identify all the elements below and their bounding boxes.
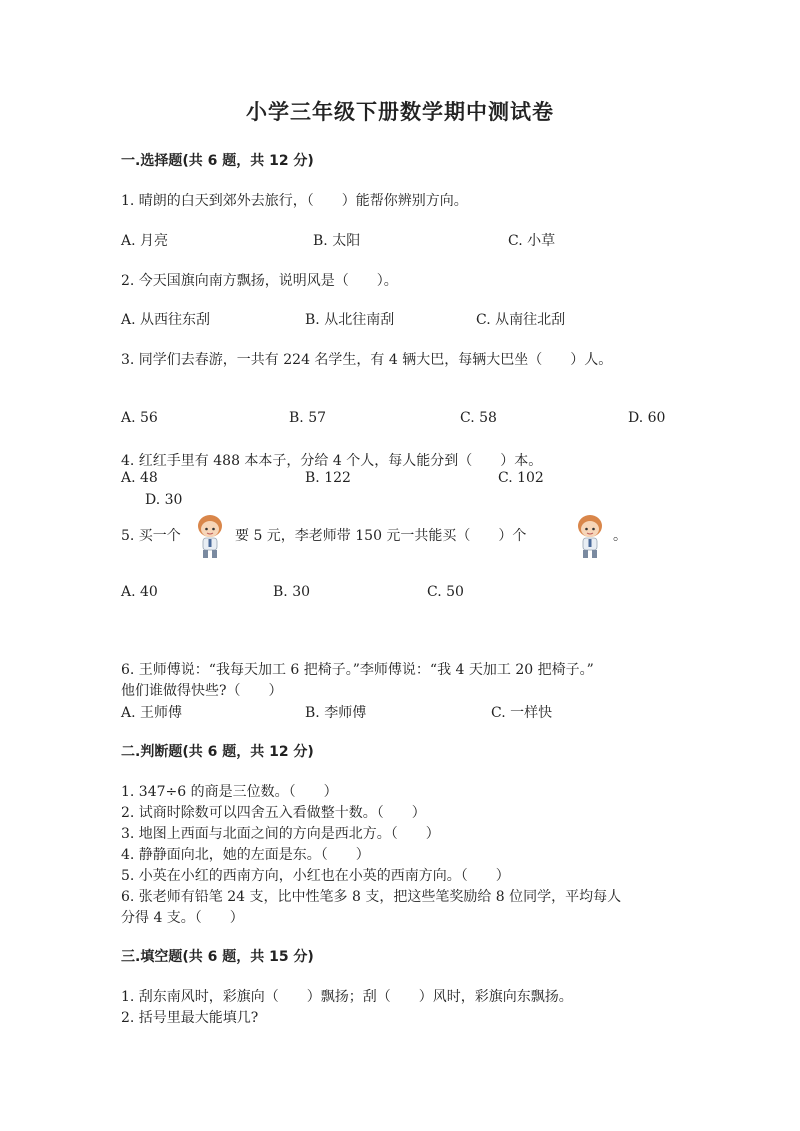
question-1: 1. 晴朗的白天到郊外去旅行，（ ）能帮你辨别方向。 — [121, 193, 468, 209]
judge-item: 3. 地图上西面与北面之间的方向是西北方。（ ） — [121, 826, 440, 842]
q1-option-c: C. 小草 — [508, 233, 556, 249]
judge-item: 5. 小英在小红的西南方向，小红也在小英的西南方向。（ ） — [121, 868, 510, 884]
q1-option-a: A. 月亮 — [121, 233, 169, 249]
question-5-middle: 要 5 元，李老师带 150 元一共能买（ ）个 — [235, 528, 527, 544]
q6-option-b: B. 李师傅 — [305, 705, 367, 721]
q4-option-a: A. 48 — [121, 470, 158, 486]
q4-option-d: D. 30 — [145, 492, 183, 508]
q6-option-a: A. 王师傅 — [121, 705, 183, 721]
section-heading-fill: 三.填空题(共 6 题，共 15 分) — [121, 949, 314, 965]
q2-option-a: A. 从西往东刮 — [121, 312, 211, 328]
q4-option-c: C. 102 — [498, 470, 544, 486]
boy-figure-icon — [570, 512, 610, 560]
section-heading-judge: 二.判断题(共 6 题，共 12 分) — [121, 744, 314, 760]
judge-item: 1. 347÷6 的商是三位数。（ ） — [121, 784, 338, 800]
question-2: 2. 今天国旗向南方飘扬，说明风是（ ）。 — [121, 273, 398, 289]
q2-option-c: C. 从南往北刮 — [476, 312, 566, 328]
q2-option-b: B. 从北往南刮 — [305, 312, 395, 328]
question-5-suffix: 。 — [613, 528, 627, 544]
q1-option-b: B. 太阳 — [313, 233, 361, 249]
fill-item: 2. 括号里最大能填几? — [121, 1010, 259, 1026]
fill-item: 1. 刮东南风时，彩旗向（ ）飘扬；刮（ ）风时，彩旗向东飘扬。 — [121, 989, 573, 1005]
question-5-prefix: 5. 买一个 — [121, 528, 181, 544]
judge-item-continued: 分得 4 支。（ ） — [121, 910, 244, 926]
q3-option-c: C. 58 — [460, 410, 497, 426]
question-4: 4. 红红手里有 488 本本子，分给 4 个人，每人能分到（ ）本。 — [121, 453, 543, 469]
q3-option-a: A. 56 — [121, 410, 158, 426]
question-6-line2: 他们谁做得快些?（ ） — [121, 683, 283, 699]
judge-item: 6. 张老师有铅笔 24 支，比中性笔多 8 支，把这些笔奖励给 8 位同学，平均每人 — [121, 889, 622, 905]
judge-item: 2. 试商时除数可以四舍五入看做整十数。（ ） — [121, 805, 426, 821]
page-title: 小学三年级下册数学期中测试卷 — [246, 100, 554, 124]
section-heading-choice: 一.选择题(共 6 题，共 12 分) — [121, 153, 314, 169]
question-6-line1: 6. 王师傅说：“我每天加工 6 把椅子。”李师傅说：“我 4 天加工 20 把椅子。” — [121, 662, 594, 678]
q3-option-b: B. 57 — [289, 410, 327, 426]
q3-option-d: D. 60 — [628, 410, 666, 426]
question-3: 3. 同学们去春游，一共有 224 名学生，有 4 辆大巴，每辆大巴坐（ ）人。 — [121, 352, 613, 368]
q6-option-c: C. 一样快 — [491, 705, 553, 721]
boy-figure-icon — [190, 512, 230, 560]
q4-option-b: B. 122 — [305, 470, 351, 486]
q5-option-c: C. 50 — [427, 584, 464, 600]
q5-option-b: B. 30 — [273, 584, 311, 600]
judge-item: 4. 静静面向北，她的左面是东。（ ） — [121, 847, 370, 863]
q5-option-a: A. 40 — [121, 584, 158, 600]
